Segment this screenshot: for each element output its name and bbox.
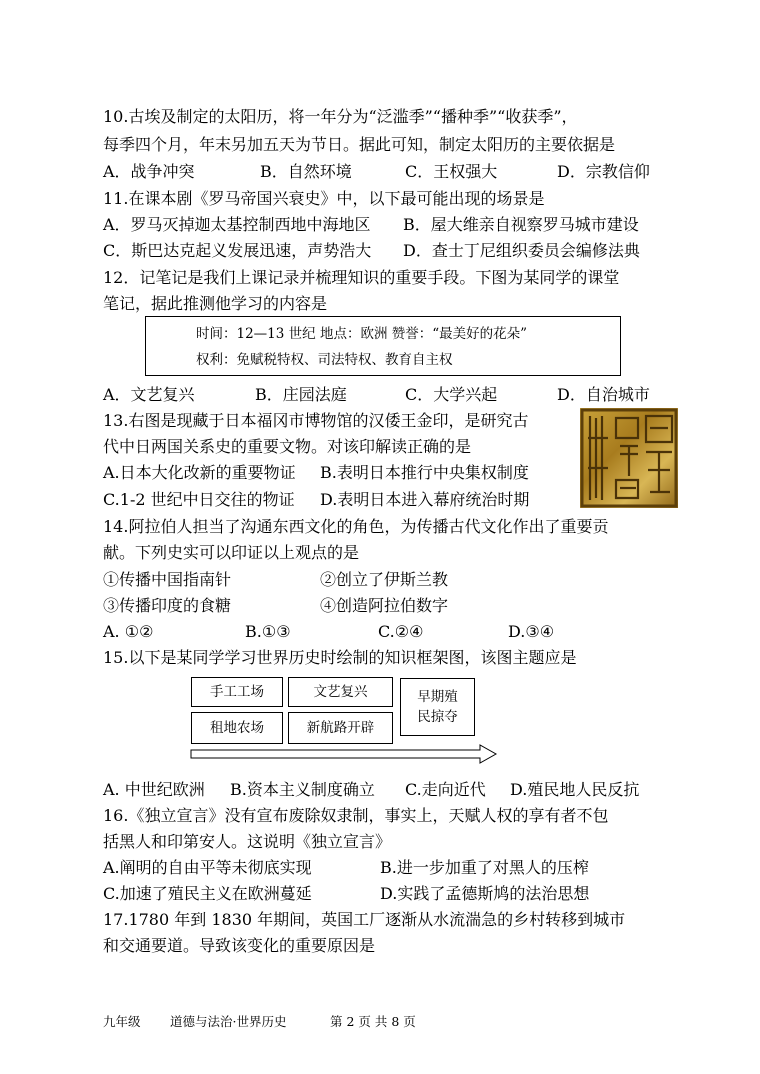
q14-line1: 14.阿拉伯人担当了沟通东西文化的角色，为传播古代文化作出了重要贡	[103, 517, 609, 536]
q10-line1: 10.古埃及制定的太阳历，将一年分为“泛滥季”“播种季”“收获季”，	[103, 107, 578, 126]
q16-option-b: B.进一步加重了对黑人的压榨	[380, 858, 589, 877]
q12-option-c: C．大学兴起	[405, 385, 498, 404]
q14-option-a: A. ①②	[103, 622, 154, 641]
q11-option-a: A．罗马灭掉迦太基控制西地中海地区	[103, 215, 371, 234]
q10-option-b: B．自然环境	[260, 162, 352, 181]
q15-option-c: C.走向近代	[405, 780, 486, 799]
q14-item-2: ②创立了伊斯兰教	[320, 570, 449, 589]
footer-page: 第 2 页 共 8 页	[330, 1014, 416, 1029]
frame-box-handicraft: 手工工场	[191, 677, 283, 707]
footer-grade: 九年级	[103, 1014, 141, 1029]
note-line1: 时间：12—13 世纪 地点：欧洲 赞誉：“最美好的花朵”	[196, 326, 528, 342]
q16-line1: 16.《独立宣言》没有宣布废除奴隶制，事实上，天赋人权的享有者不包	[103, 806, 609, 825]
q14-item-4: ④创造阿拉伯数字	[320, 596, 449, 615]
q13-option-b: B.表明日本推行中央集权制度	[320, 463, 529, 482]
q12-line1: 12．记笔记是我们上课记录并梳理知识的重要手段。下图为某同学的课堂	[103, 268, 620, 287]
q13-line1: 13.右图是现藏于日本福冈市博物馆的汉倭王金印，是研究古	[103, 411, 529, 430]
q13-option-c: C.1-2 世纪中日交往的物证	[103, 490, 295, 509]
q15-option-a: A. 中世纪欧洲	[103, 780, 205, 799]
q13-option-d: D.表明日本进入幕府统治时期	[320, 490, 530, 509]
q10-option-c: C．王权强大	[405, 162, 498, 181]
frame-box-colonial	[400, 678, 475, 736]
q14-option-b: B.①③	[245, 622, 291, 641]
gold-seal-image	[580, 408, 678, 508]
q17-line1: 17.1780 年到 1830 年期间，英国工厂逐渐从水流湍急的乡村转移到城市	[103, 910, 626, 929]
q12-option-b: B．庄园法庭	[255, 385, 347, 404]
q14-item-3: ③传播印度的食糖	[103, 596, 232, 615]
timeline-arrow-icon	[190, 744, 498, 764]
frame-box-renaissance: 文艺复兴	[288, 677, 393, 707]
q16-option-a: A.阐明的自由平等未彻底实现	[103, 858, 312, 877]
frame-box-colonial-line1: 早期殖	[417, 689, 458, 705]
q12-line2: 笔记，据此推测他学习的内容是	[103, 294, 328, 313]
class-note-box	[145, 316, 621, 376]
note-line2: 权利：免赋税特权、司法特权、教育自主权	[196, 352, 453, 368]
frame-box-farm: 租地农场	[191, 712, 283, 744]
q10-line2: 每季四个月，年末另加五天为节日。据此可知，制定太阳历的主要依据是	[103, 135, 616, 154]
q14-line2: 献。下列史实可以印证以上观点的是	[103, 543, 360, 562]
q10-option-d: D．宗教信仰	[557, 162, 650, 181]
frame-box-colonial-line2: 民掠夺	[417, 709, 458, 725]
footer-subject: 道德与法治·世界历史	[170, 1014, 287, 1029]
q10-option-a: A．战争冲突	[103, 162, 195, 181]
q11-option-c: C．斯巴达克起义发展迅速，声势浩大	[103, 241, 372, 260]
q15-option-d: D.殖民地人民反抗	[510, 780, 640, 799]
q11-option-b: B．屋大维亲自视察罗马城市建设	[403, 215, 639, 234]
q13-line2: 代中日两国关系史的重要文物。对该印解读正确的是	[103, 437, 472, 456]
q12-option-d: D．自治城市	[557, 385, 650, 404]
seal-engraving-icon	[580, 408, 678, 508]
q16-option-c: C.加速了殖民主义在欧洲蔓延	[103, 884, 312, 903]
q13-option-a: A.日本大化改新的重要物证	[103, 463, 296, 482]
q17-line2: 和交通要道。导致该变化的重要原因是	[103, 936, 376, 955]
q14-option-c: C.②④	[378, 622, 424, 641]
q16-option-d: D.实践了孟德斯鸠的法治思想	[380, 884, 590, 903]
q15-option-b: B.资本主义制度确立	[230, 780, 375, 799]
q16-line2: 括黑人和印第安人。这说明《独立宣言》	[103, 832, 392, 851]
frame-box-new-route: 新航路开辟	[288, 712, 393, 744]
q15-line1: 15.以下是某同学学习世界历史时绘制的知识框架图，该图主题应是	[103, 648, 577, 667]
q14-option-d: D.③④	[508, 622, 555, 641]
q14-item-1: ①传播中国指南针	[103, 570, 232, 589]
q11-option-d: D．查士丁尼组织委员会编修法典	[403, 241, 640, 260]
q11-line1: 11.在课本剧《罗马帝国兴衰史》中，以下最可能出现的场景是	[103, 189, 545, 208]
q12-option-a: A．文艺复兴	[103, 385, 195, 404]
